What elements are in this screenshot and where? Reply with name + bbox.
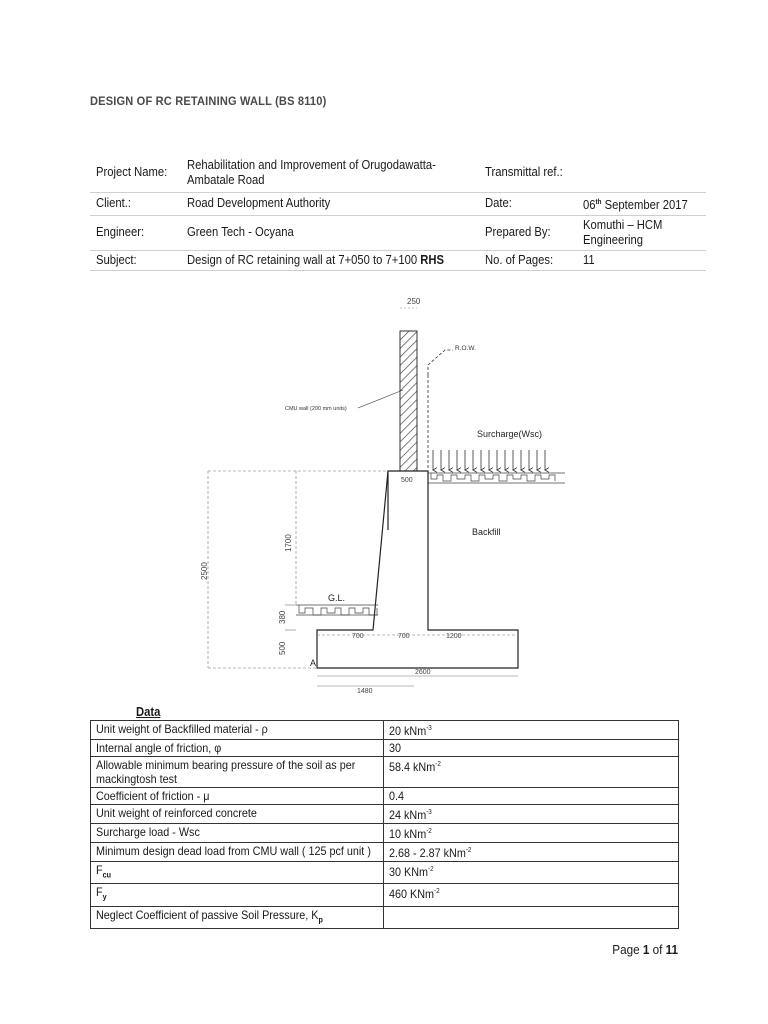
dim-heel: 1200 <box>446 633 462 640</box>
data-row: Coefficient of friction - μ 0.4 <box>91 788 679 805</box>
subject-label: Subject: <box>96 252 137 267</box>
subject-value: Design of RC retaining wall at 7+050 to 7+100 RHS <box>187 252 445 267</box>
dim-base-thickness: 500 <box>278 641 287 655</box>
dim-toe: 700 <box>352 633 364 640</box>
prepared-by-value: Komuthi – HCM Engineering <box>583 217 663 247</box>
row-label: R.O.W. <box>455 345 476 352</box>
data-row: $F_{cu}$ 30 KNm$^{-2}$ <box>91 862 679 884</box>
project-name-value: Rehabilitation and Improvement of Orugodawatta-Ambatale Road <box>187 157 437 187</box>
prepared-by-label: Prepared By: <box>484 225 551 240</box>
surcharge-arrows <box>433 450 545 470</box>
data-row: Surcharge load - Wsc 10 kNm$^{-2}$ <box>91 824 679 843</box>
point-a-label: A <box>310 658 317 668</box>
data-row: Neglect Coefficient of passive Soil Pressure, $K_p$ <box>91 906 679 928</box>
engineer-value: Green Tech - Ocyana <box>187 225 294 240</box>
cmu-wall-label: CMU wall (200 mm units) <box>285 406 347 412</box>
pages-value: 11 <box>583 252 595 267</box>
gl-label: G.L. <box>328 593 346 603</box>
dim-total-height: 2500 <box>200 562 209 580</box>
cmu-wall <box>400 331 417 471</box>
client-label: Client.: <box>96 196 132 211</box>
front-ground-surface <box>296 605 378 615</box>
data-row: Unit weight of Backfilled material - ρ 20 kNm$^{-3}$ <box>91 721 679 740</box>
project-name-row <box>90 154 706 192</box>
engineer-label: Engineer: <box>96 225 145 240</box>
data-row: Allowable minimum bearing pressure of the soil as per mackingtosh test 58.4 kNm$^{-2}$ <box>91 757 679 788</box>
date-label: Date: <box>484 196 512 211</box>
backfill-label: Backfill <box>472 527 501 537</box>
page-footer: Page 1 of 11 <box>612 942 678 957</box>
data-table <box>90 720 679 929</box>
dim-top-width: 250 <box>407 297 421 306</box>
client-value: Road Development Authority <box>187 196 331 211</box>
dim-stem-base: 700 <box>398 633 410 640</box>
project-info-table <box>90 154 706 271</box>
dim-stem-height: 1700 <box>284 534 293 552</box>
dim-embed: 380 <box>278 610 287 624</box>
date-value: 06th September 2017 <box>583 197 688 212</box>
retaining-wall-diagram <box>195 290 575 695</box>
engineer-row <box>90 215 706 250</box>
dim-base-width: 2600 <box>415 669 431 676</box>
surcharge-label: Surcharge(Wsc) <box>477 429 543 439</box>
data-row: Internal angle of friction, φ 30 <box>91 740 679 757</box>
client-row <box>90 192 706 215</box>
dim-stem-top: 500 <box>401 477 413 484</box>
document-title: DESIGN OF RC RETAINING WALL (BS 8110) <box>90 94 327 108</box>
subject-row <box>90 250 706 270</box>
data-heading: Data <box>136 705 161 719</box>
pages-label: No. of Pages: <box>484 252 554 267</box>
project-name-label: Project Name: <box>96 165 168 180</box>
retaining-wall-outline <box>317 471 518 668</box>
data-row: Minimum design dead load from CMU wall ( 125 pcf unit ) 2.68 - 2.87 kNm$^{-2}$ <box>91 843 679 862</box>
backfill-ground-surface <box>428 473 565 483</box>
data-row: Unit weight of reinforced concrete 24 kNm$^{-3}$ <box>91 805 679 824</box>
dim-a-distance: 1480 <box>357 688 373 695</box>
data-row: $F_y$ 460 KNm$^{-2}$ <box>91 884 679 906</box>
transmittal-label: Transmittal ref.: <box>484 165 563 180</box>
